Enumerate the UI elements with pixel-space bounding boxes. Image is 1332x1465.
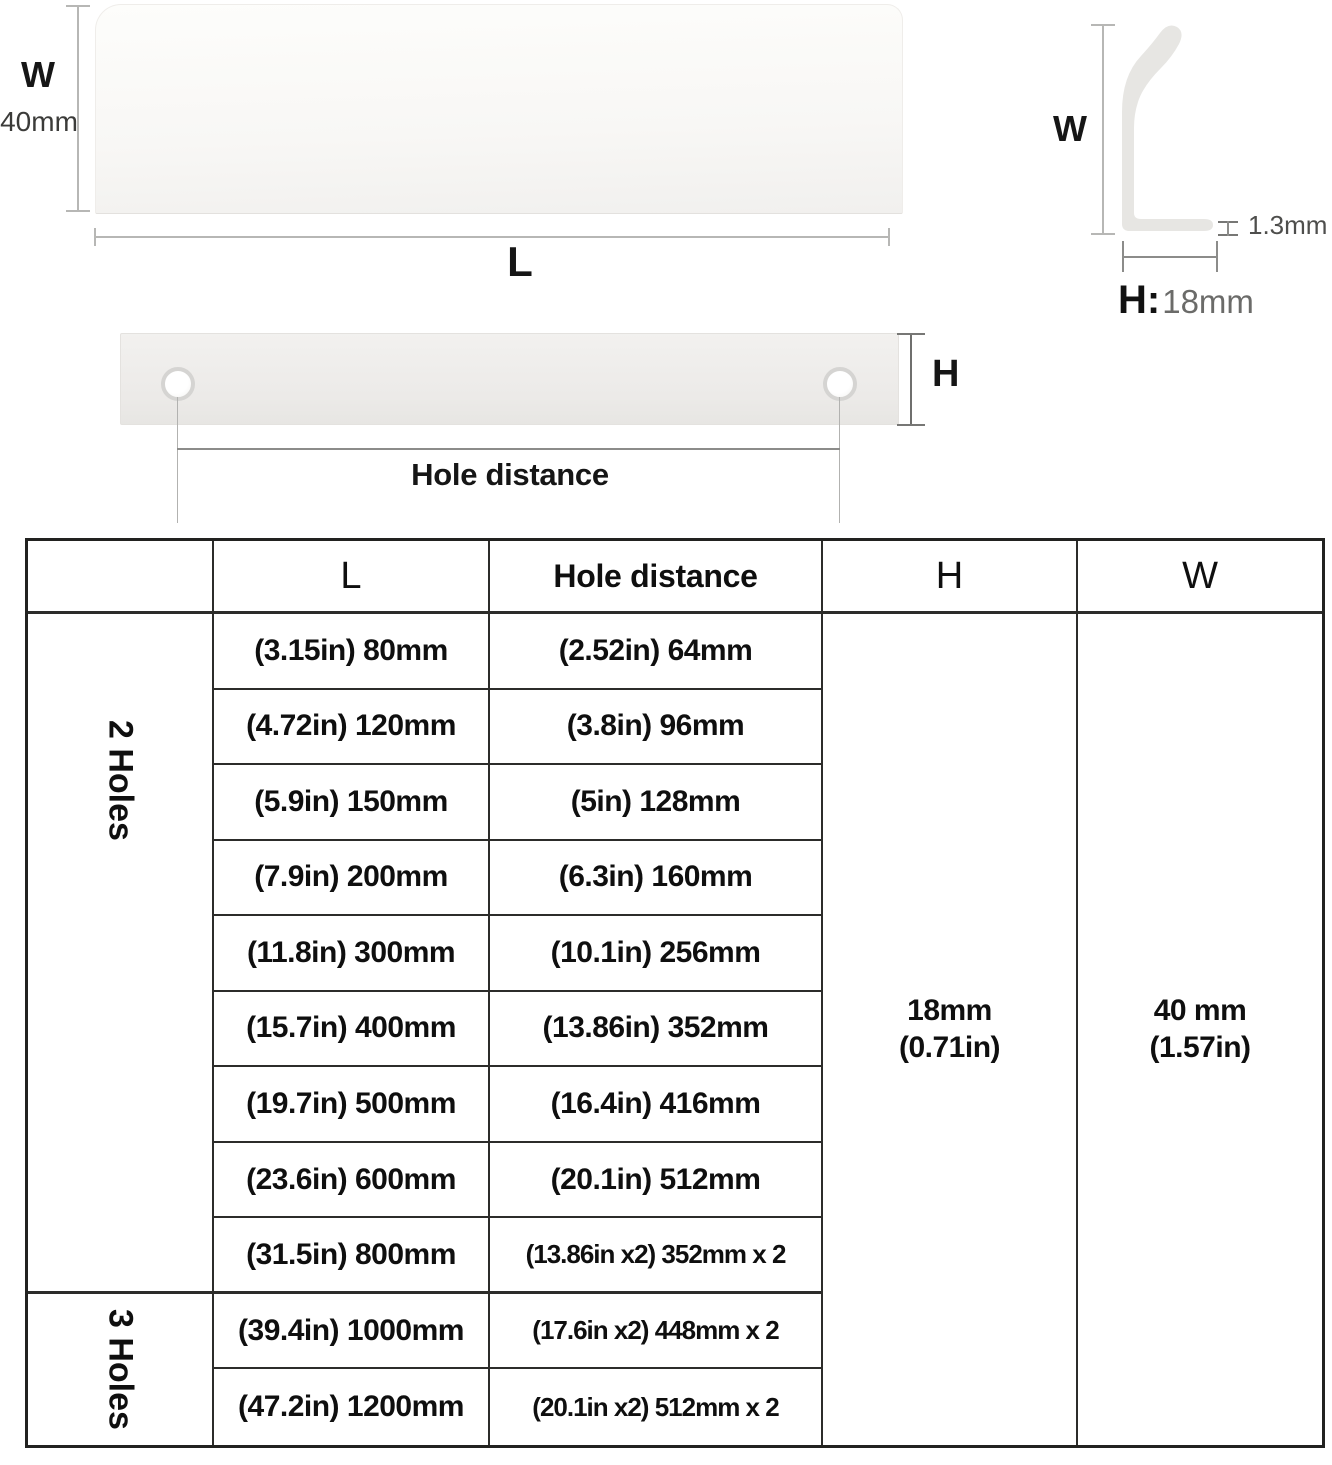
side-height-label: H:	[1118, 278, 1161, 322]
l-value: (31.5in) 800mm	[214, 1218, 490, 1294]
w-value-in: (1.57in)	[1149, 1030, 1251, 1064]
hole-distance-value: (20.1in) 512mm	[490, 1143, 823, 1219]
front-width-value: 40mm	[0, 106, 78, 137]
handle-hole-view	[120, 333, 899, 425]
w-value-mm: 40 mm	[1153, 993, 1247, 1027]
l-value: (19.7in) 500mm	[214, 1067, 490, 1143]
width-dimension-tick-bottom	[66, 210, 90, 212]
side-width-tick-top	[1091, 24, 1115, 26]
height-dimension-tick-bottom	[897, 424, 925, 426]
h-column-value	[823, 614, 1078, 1445]
group-label-2-holes: 2 Holes	[28, 614, 214, 1294]
hole-distance-value: (20.1in x2) 512mm x 2	[490, 1369, 823, 1445]
l-value: (7.9in) 200mm	[214, 841, 490, 917]
side-height-tick-left	[1122, 241, 1124, 272]
height-dimension-line	[910, 334, 912, 426]
hole-distance-dimension-line	[177, 448, 840, 450]
size-spec-table	[25, 538, 1325, 1448]
thickness-bracket-stem	[1227, 221, 1229, 236]
header-length: L	[214, 541, 490, 614]
l-value: (3.15in) 80mm	[214, 614, 490, 690]
hole-distance-label: Hole distance	[411, 457, 609, 492]
hole-distance-value: (13.86in) 352mm	[490, 992, 823, 1068]
right-screw-hole	[823, 367, 857, 401]
hole-distance-extension-left	[177, 397, 178, 523]
l-value: (23.6in) 600mm	[214, 1143, 490, 1219]
height-dimension-tick-top	[897, 333, 925, 335]
hole-distance-value: (10.1in) 256mm	[490, 916, 823, 992]
hole-distance-value: (13.86in x2) 352mm x 2	[490, 1218, 823, 1294]
front-length-label: L	[507, 238, 533, 285]
length-dimension-tick-left	[94, 228, 96, 246]
hole-distance-value: (16.4in) 416mm	[490, 1067, 823, 1143]
side-height-value: 18mm	[1162, 283, 1254, 320]
l-value: (5.9in) 150mm	[214, 765, 490, 841]
left-screw-hole	[161, 367, 195, 401]
hole-distance-extension-right	[839, 397, 840, 523]
hole-distance-value: (5in) 128mm	[490, 765, 823, 841]
header-group	[28, 541, 214, 614]
hole-distance-value: (3.8in) 96mm	[490, 690, 823, 766]
hole-distance-value: (17.6in x2) 448mm x 2	[490, 1294, 823, 1370]
side-width-tick-bottom	[1091, 233, 1115, 235]
side-profile-shape	[1122, 25, 1213, 231]
h-value-in: (0.71in)	[898, 1030, 1001, 1064]
l-value: (39.4in) 1000mm	[214, 1294, 490, 1370]
l-value: (47.2in) 1200mm	[214, 1369, 490, 1445]
l-value: (11.8in) 300mm	[214, 916, 490, 992]
group-label-3-holes: 3 Holes	[28, 1294, 214, 1445]
header-hole-distance: Hole distance	[490, 541, 823, 614]
hole-view-height-label: H	[932, 353, 960, 395]
header-height: H	[823, 541, 1078, 614]
length-dimension-tick-right	[888, 228, 890, 246]
hole-distance-value: (6.3in) 160mm	[490, 841, 823, 917]
h-value-mm: 18mm	[907, 993, 992, 1027]
side-height-dimension-line	[1123, 256, 1217, 258]
handle-front-view	[95, 4, 903, 214]
w-column-value	[1078, 614, 1322, 1445]
l-value: (4.72in) 120mm	[214, 690, 490, 766]
side-height-tick-right	[1216, 241, 1218, 272]
side-width-dimension-line	[1102, 25, 1104, 234]
side-height-label-group	[1118, 278, 1254, 323]
header-width: W	[1078, 541, 1322, 614]
side-width-label: W	[1053, 108, 1087, 149]
hole-distance-value: (2.52in) 64mm	[490, 614, 823, 690]
side-thickness-value: 1.3mm	[1248, 210, 1328, 240]
handle-side-profile	[1116, 16, 1220, 238]
width-dimension-tick-top	[66, 5, 90, 7]
l-value: (15.7in) 400mm	[214, 992, 490, 1068]
front-width-label: W	[21, 54, 55, 95]
